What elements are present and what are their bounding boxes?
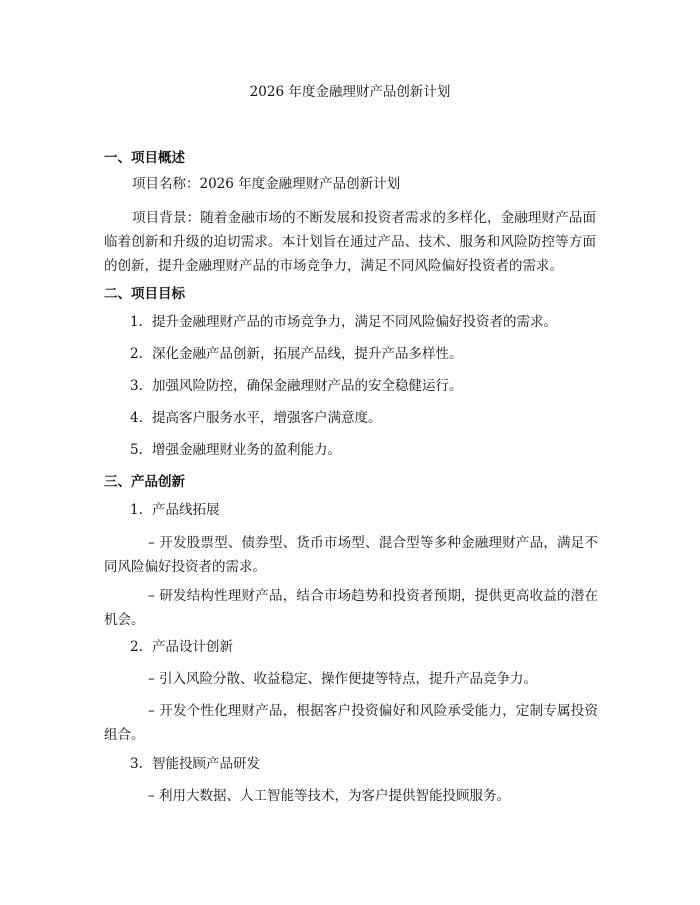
bullet-paragraph: – 引入风险分散、收益稳定、操作便捷等特点，提升产品竞争力。 (148, 671, 538, 687)
innovation-subheading-robo-advisor (130, 752, 600, 776)
bullet-paragraph: – 开发股票型、债券型、货币市场型、混合型等多种金融理财产品，满足不同风险偏好投资者的需求。 (104, 535, 598, 575)
goal-text: 加强风险防控，确保金融理财产品的安全稳健运行。 (152, 378, 463, 394)
project-name-paragraph: 项目名称：2026 年度金融理财产品创新计划 (132, 176, 401, 192)
innovation-subheading-design (130, 635, 600, 659)
goal-text: 深化金融产品创新，拓展产品线，提升产品多样性。 (152, 346, 463, 362)
goal-item (130, 342, 600, 366)
goal-text: 提高客户服务水平，增强客户满意度。 (152, 410, 382, 426)
goal-number: 5. (130, 442, 143, 458)
bullet-paragraph: – 开发个性化理财产品，根据客户投资偏好和风险承受能力，定制专属投资组合。 (104, 703, 598, 743)
document-title: 2026 年度金融理财产品创新计划 (249, 84, 451, 100)
goal-text: 增强金融理财业务的盈利能力。 (152, 442, 341, 458)
goal-item (130, 438, 600, 462)
subheading-text: 智能投顾产品研发 (152, 756, 260, 772)
section-heading-overview: 一、项目概述 (104, 150, 185, 166)
section-heading-goals: 二、项目目标 (104, 286, 185, 302)
goal-number: 4. (130, 410, 143, 426)
subheading-number: 2. (130, 639, 143, 655)
goal-number: 1. (130, 314, 143, 330)
subheading-text: 产品设计创新 (152, 639, 233, 655)
subheading-number: 3. (130, 756, 143, 772)
innovation-subheading-product-line (130, 498, 600, 522)
section-heading-innovation: 三、产品创新 (104, 474, 185, 490)
goal-item (130, 310, 600, 334)
subheading-number: 1. (130, 502, 143, 518)
goal-number: 3. (130, 378, 143, 394)
goal-number: 2. (130, 346, 143, 362)
bullet-paragraph: – 利用大数据、人工智能等技术，为客户提供智能投顾服务。 (148, 788, 511, 804)
goal-item (130, 374, 600, 398)
goal-text: 提升金融理财产品的市场竞争力，满足不同风险偏好投资者的需求。 (152, 314, 557, 330)
bullet-paragraph: – 研发结构性理财产品，结合市场趋势和投资者预期，提供更高收益的潜在机会。 (104, 588, 598, 628)
project-background-paragraph: 项目背景：随着金融市场的不断发展和投资者需求的多样化，金融理财产品面临着创新和升级的迫切需求。本计划旨在通过产品、技术、服务和风险防控等方面的创新，提升金融理财产品的市场竞争力，满足不同风险偏好投资者的需求。 (104, 210, 596, 274)
goal-item (130, 406, 600, 430)
subheading-text: 产品线拓展 (152, 502, 220, 518)
